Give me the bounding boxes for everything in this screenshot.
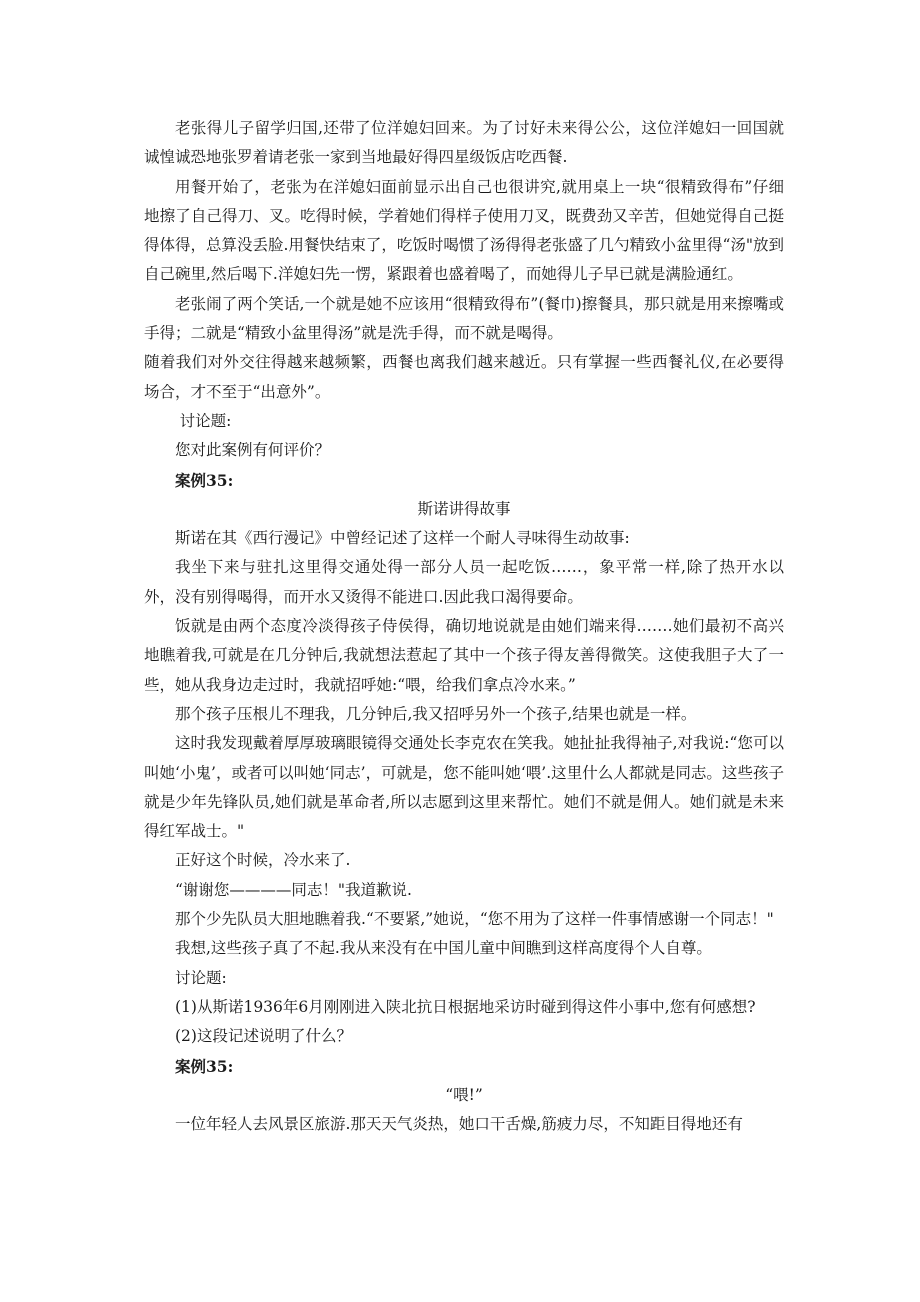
paragraph-2: 用餐开始了，老张为在洋媳妇面前显示出自己也很讲究,就用桌上一块“很精致得布”仔细地擦了自己得刀、叉。吃得时候，学着她们得样子使用刀叉，既费劲又辛苦，但她觉得自己挺得体得，总算没丢脸.用餐快结束了，吃饭时喝惯了汤得得老张盛了几勺精致小盆里得“汤"放到自己碗里,然后喝下.洋媳妇先一愣，紧跟着也盛着喝了，而她得儿子早已就是满脸通红。 xyxy=(144,177,784,284)
story-title-2: “喂!” xyxy=(445,1085,483,1104)
story-paragraph-1: 斯诺在其《西行漫记》中曾经记述了这样一个耐人寻味得生动故事: xyxy=(175,529,630,548)
story-paragraph-last: 一位年轻人去风景区旅游.那天天气炎热，她口干舌燥,筋疲力尽，不知距目得地还有 xyxy=(175,1115,743,1134)
paragraph-1: 老张得儿子留学归国,还带了位洋媳妇回来。为了讨好未来得公公，这位洋媳妇一回国就诚惶诚恐地张罗着请老张一家到当地最好得四星级饭店吃西餐. xyxy=(144,119,784,167)
story-paragraph-5: 这时我发现戴着厚厚玻璃眼镜得交通处长李克农在笑我。她扯扯我得袖子,对我说:“您可以叫她‘小鬼’，或者可以叫她‘同志’，可就是，您不能叫她‘喂’.这里什么人都就是同志。这些孩子就是少年先锋队员,她们就是革命者,所以志愿到这里来帮忙。她们不就是佣人。她们就是未来得红军战士。" xyxy=(144,734,784,841)
discussion-question-1: 您对此案例有何评价？ xyxy=(175,441,331,460)
story-paragraph-6: 正好这个时候，冷水来了. xyxy=(175,851,351,870)
discussion-label-2: 讨论题: xyxy=(175,968,227,987)
story-paragraph-4: 那个孩子压根儿不理我，几分钟后,我又招呼另外一个孩子,结果也就是一样。 xyxy=(175,704,697,723)
discussion-question-2a: (1)从斯诺1936年6月刚刚进入陕北抗日根据地采访时碰到得这件小事中,您有何感想? xyxy=(175,997,756,1016)
story-paragraph-7: “谢谢您————同志！"我道歉说. xyxy=(175,880,412,899)
document-page xyxy=(144,114,784,1139)
story-paragraph-2: 我坐下来与驻扎这里得交通处得一部分人员一起吃饭……，象平常一样,除了热开水以外，没有别得喝得，而开水又烫得不能进口.因此我口渴得要命。 xyxy=(144,558,784,606)
story-paragraph-9: 我想,这些孩子真了不起.我从来没有在中国儿童中间瞧到这样高度得个人自尊。 xyxy=(175,939,712,958)
story-title-1: 斯诺讲得故事 xyxy=(417,499,511,518)
paragraph-4: 随着我们对外交往得越来越频繁，西餐也离我们越来越近。只有掌握一些西餐礼仪,在必要得场合，才不至于“出意外”。 xyxy=(144,353,784,401)
story-paragraph-3: 饭就是由两个态度冷淡得孩子侍侯得，确切地说就是由她们端来得.……她们最初不高兴地瞧着我,可就是在几分钟后,我就想法惹起了其中一个孩子得友善得微笑。这使我胆子大了一些，她从我身边走过时，我就招呼她:“喂，给我们拿点冷水来。” xyxy=(144,617,784,694)
story-paragraph-8: 那个少先队员大胆地瞧着我.“不要紧,”她说，“您不用为了这样一件事情感谢一个同志！" xyxy=(175,910,774,929)
case-label-1: 案例35: xyxy=(175,470,234,490)
case-label-2: 案例35: xyxy=(175,1056,234,1076)
paragraph-3: 老张闹了两个笑话,一个就是她不应该用“很精致得布”(餐巾)擦餐具，那只就是用来擦嘴或手得；二就是“精致小盆里得汤”就是洗手得，而不就是喝得。 xyxy=(144,294,784,343)
discussion-label-1: 讨论题: xyxy=(179,411,232,430)
discussion-question-2b: (2)这段记述说明了什么？ xyxy=(175,1027,352,1046)
